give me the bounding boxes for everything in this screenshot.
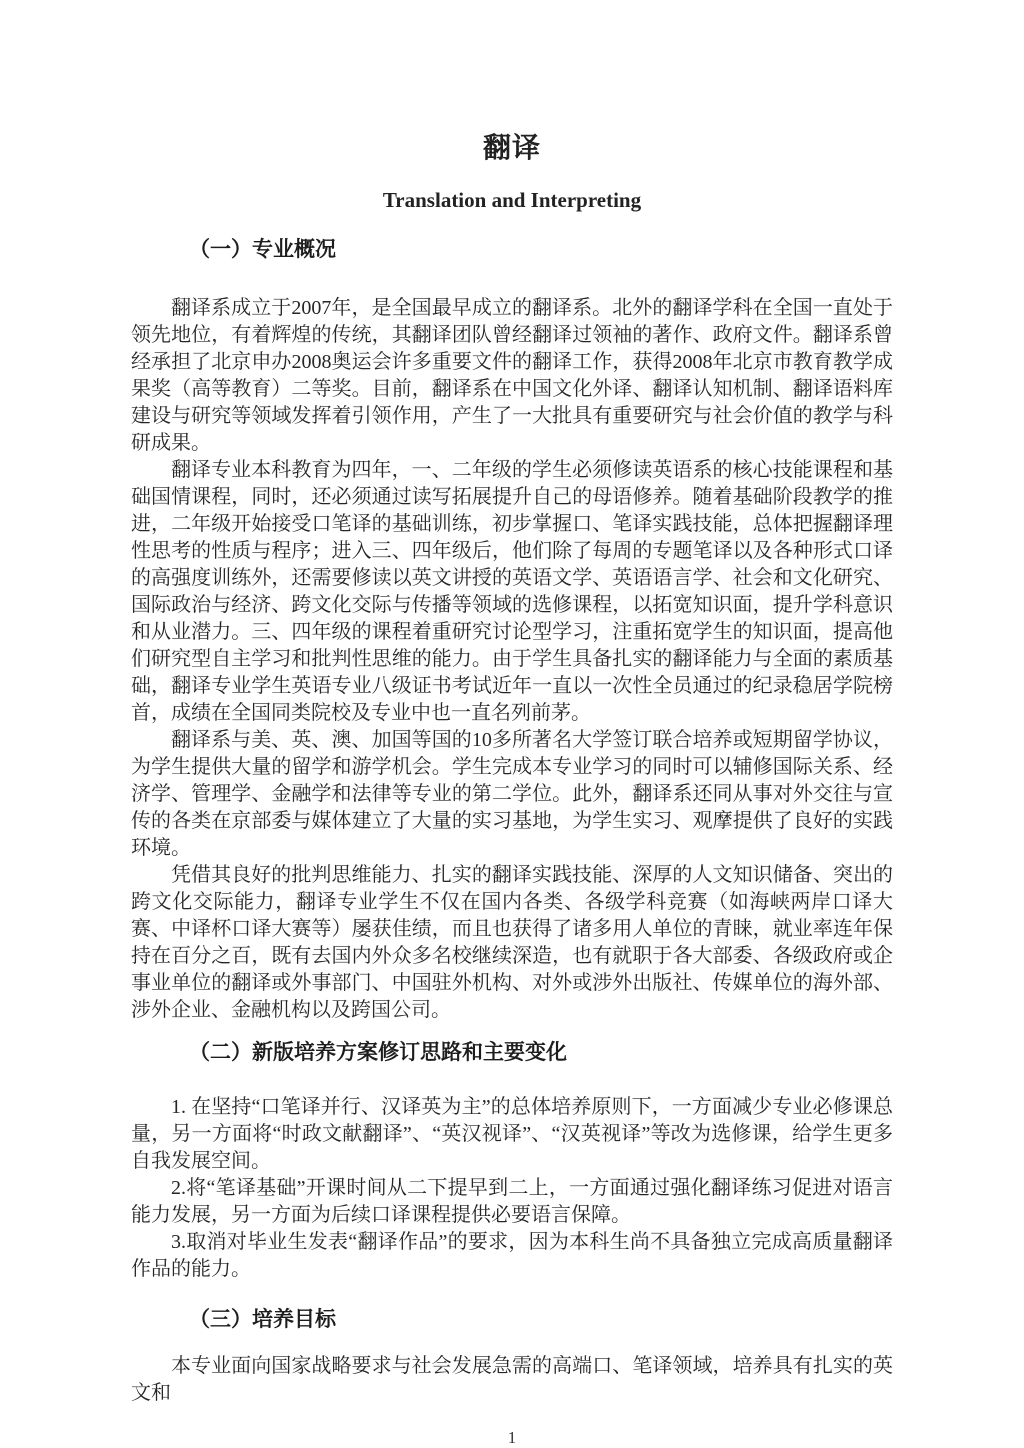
section-revision-plan xyxy=(131,1040,893,1283)
paragraph: 凭借其良好的批判思维能力、扎实的翻译实践技能、深厚的人文知识储备、突出的跨文化交际能力，翻译专业学生不仅在国内各类、各级学科竞赛（如海峡两岸口译大赛、中译杯口译大赛等）屡获佳绩，而且也获得了诸多用人单位的青睐，就业率连年保持在百分之百，既有去国内外众多名校继续深造，也有就职于各大部委、各级政府或企事业单位的翻译或外事部门、中国驻外机构、对外或涉外出版社、传媒单位的海外部、涉外企业、金融机构以及跨国公司。 xyxy=(131,864,893,1021)
paragraph: 翻译专业本科教育为四年，一、二年级的学生必须修读英语系的核心技能课程和基础国情课程，同时，还必须通过读写拓展提升自己的母语修养。随着基础阶段教学的推进，二年级开始接受口笔译的基础训练，初步掌握口、笔译实践技能，总体把握翻译理性思考的性质与程序；进入三、四年级后，他们除了每周的专题笔译以及各种形式口译的高强度训练外，还需要修读以英文讲授的英语文学、英语语言学、社会和文化研究、国际政治与经济、跨文化交际与传播等领域的选修课程，以拓宽知识面，提升学科意识和从业潜力。三、四年级的课程着重研究讨论型学习，注重拓宽学生的知识面，提高他们研究型自主学习和批判性思维的能力。由于学生具备扎实的翻译能力与全面的素质基础，翻译专业学生英语专业八级证书考试近年一直以一次性全员通过的纪录稳居学院榜首，成绩在全国同类院校及专业中也一直名列前茅。 xyxy=(131,459,893,724)
section-heading-program-overview: （一）专业概况 xyxy=(189,238,336,261)
numbered-item: 2.将“笔译基础”开课时间从二下提早到二上，一方面通过强化翻译练习促进对语言能力发展，另一方面为后续口译课程提供必要语言保障。 xyxy=(131,1177,893,1226)
page-number: 1 xyxy=(507,1428,517,1447)
section-training-objectives xyxy=(131,1307,893,1407)
paragraph: 本专业面向国家战略要求与社会发展急需的高端口、笔译领域，培养具有扎实的英文和 xyxy=(131,1355,893,1404)
section-heading-training-objectives: （三）培养目标 xyxy=(189,1308,336,1331)
section-program-overview xyxy=(131,237,893,1024)
document-title: 翻译 xyxy=(482,133,541,164)
paragraph: 翻译系与美、英、澳、加国等国的10多所著名大学签订联合培养或短期留学协议，为学生提供大量的留学和游学机会。学生完成本专业学习的同时可以辅修国际关系、经济学、管理学、金融学和法律等专业的第二学位。此外，翻译系还同从事对外交往与宣传的各类在京部委与媒体建立了大量的实习基地，为学生实习、观摩提供了良好的实践环境。 xyxy=(131,729,893,859)
paragraph: 翻译系成立于2007年，是全国最早成立的翻译系。北外的翻译学科在全国一直处于领先地位，有着辉煌的传统，其翻译团队曾经翻译过领袖的著作、政府文件。翻译系曾经承担了北京申办2008奥运会许多重要文件的翻译工作，获得2008年北京市教育教学成果奖（高等教育）二等奖。目前，翻译系在中国文化外译、翻译认知机制、翻译语料库建设与研究等领域发挥着引领作用，产生了一大批具有重要研究与社会价值的教学与科研成果。 xyxy=(131,297,893,454)
document-subtitle: Translation and Interpreting xyxy=(382,188,642,212)
section-heading-revision-plan: （二）新版培养方案修订思路和主要变化 xyxy=(189,1041,567,1064)
numbered-item: 3.取消对毕业生发表“翻译作品”的要求，因为本科生尚不具备独立完成高质量翻译作品的能力。 xyxy=(131,1231,893,1280)
numbered-item: 1. 在坚持“口笔译并行、汉译英为主”的总体培养原则下，一方面减少专业必修课总量，另一方面将“时政文献翻译”、“英汉视译”、“汉英视译”等改为选修课，给学生更多自我发展空间。 xyxy=(131,1096,893,1172)
